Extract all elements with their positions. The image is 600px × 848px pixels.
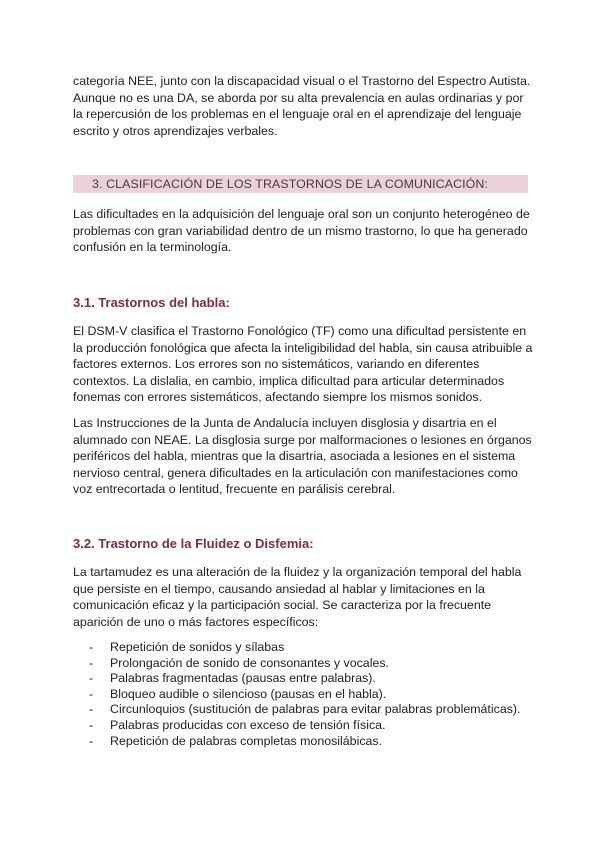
dash-bullet: - [89,733,94,748]
dash-bullet: - [89,686,94,701]
dash-bullet: - [89,640,94,654]
section-3-1-heading: 3.1. Trastornos del habla: [73,295,230,310]
section-3-paragraph: Las dificultades en la adquisición del lenguaje oral son un conjunto heterogéneo de problemas con gran variabilidad dentro de un mismo trastorno, lo que ha generado confusión en la terminología. [73,207,530,255]
dash-bullet: - [89,702,94,717]
list-item: - Repetición de palabras completas monosilábicas. [89,733,383,748]
section-3-1-paragraph-1: El DSM-V clasifica el Trastorno Fonológico (TF) como una dificultad persistente en la producción fonológica que afecta la inteligibilidad del habla, sin causa atribuible a factores externos. Los errores son no sistemáticos, variando en diferentes contextos. La dislalia, en cambio, implica dificultad para articular determinados fonemas con errores sistemáticos, afectando siempre los mismos sonidos. [73,324,533,405]
list-item: - Prolongación de sonido de consonantes y vocales. [89,655,389,670]
dash-bullet: - [89,671,94,686]
list-item: - Palabras fragmentadas (pausas entre palabras). [89,671,376,686]
intro-paragraph: categoría NEE, junto con la discapacidad visual o el Trastorno del Espectro Autista. Aunque no es una DA, se aborda por su alta prevalencia en aulas ordinarias y por la repercusión de los problemas en el lenguaje oral en el aprendizaje del lenguaje escrito y otros aprendizajes verbales. [73,74,531,138]
dash-bullet: - [89,717,94,732]
section-3-2-paragraph: La tartamudez es una alteración de la fluidez y la organización temporal del habla que persiste en el tiempo, causando ansiedad al hablar y limitaciones en la comunicación eficaz y la participación social. Se caracteriza por la frecuente aparición de uno o más factores específicos: [73,565,522,629]
list-item: - Circunloquios (sustitución de palabras para evitar palabras problemáticas). [89,702,521,717]
section-3-heading [73,175,528,193]
list-item: - Repetición de sonidos y sílabas [89,640,285,654]
list-item: - Palabras producidas con exceso de tensión física. [89,717,386,732]
list-item: - Bloqueo audible o silencioso (pausas en el habla). [89,686,387,701]
dash-bullet: - [89,655,94,670]
section-3-2-heading: 3.2. Trastorno de la Fluidez o Disfemia: [73,536,314,551]
section-3-1-paragraph-2: Las Instrucciones de la Junta de Andalucía incluyen disglosia y disartria en el alumnado con NEAE. La disglosia surge por malformaciones o lesiones en órganos periféricos del habla, mientras que la disartria, asociada a lesiones en el sistema nervioso central, genera dificultades en la articulación con manifestaciones como voz entrecortada o lentitud, frecuente en parálisis cerebral. [73,416,532,497]
symptom-list [73,640,520,749]
section-3-title: 3. CLASIFICACIÓN DE LOS TRASTORNOS DE LA COMUNICACIÓN: [92,177,489,191]
